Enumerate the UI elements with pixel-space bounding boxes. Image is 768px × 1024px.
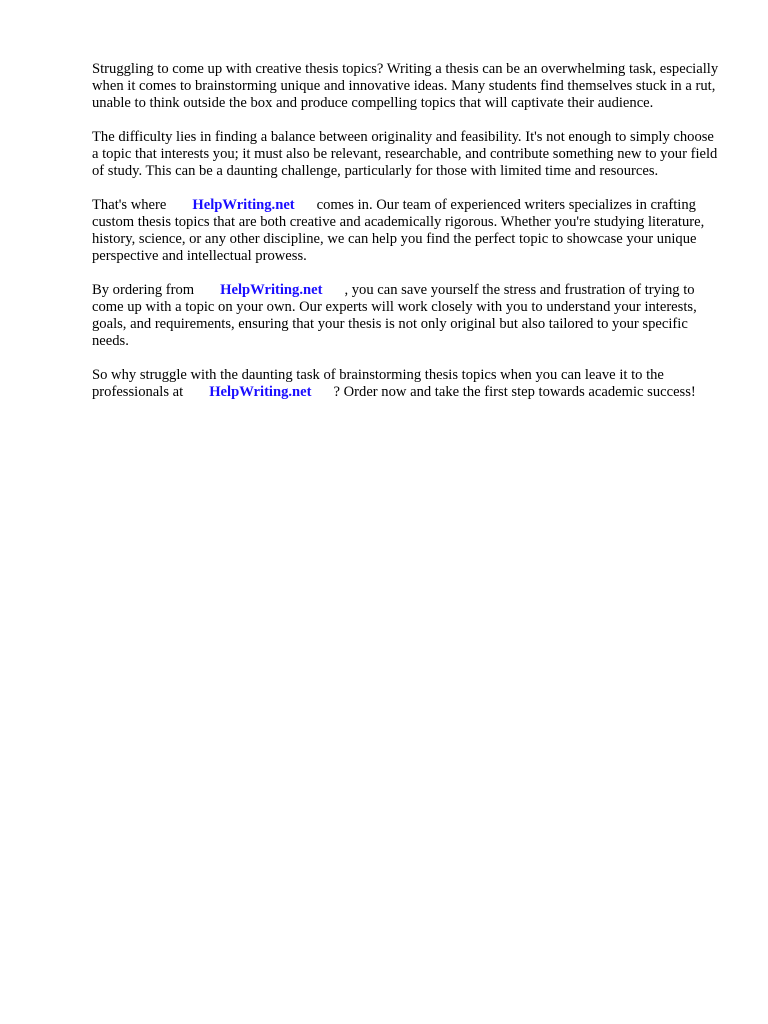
paragraph-by-ordering [92, 282, 722, 350]
paragraph-text-before-link: By ordering from [92, 282, 195, 298]
paragraph-text-after-link: ? Order now and take the first step towards academic success! [333, 384, 696, 400]
paragraph-intro [92, 61, 722, 112]
paragraph-text-before-link: So why struggle with the daunting task of brainstorming thesis topics when you can leave it to the professionals at [92, 367, 664, 400]
document-body [92, 61, 722, 418]
paragraph-text: Struggling to come up with creative thesis topics? Writing a thesis can be an overwhelming task, especially when it comes to brainstorming unique and innovative ideas. Many students find themselves stuck in a rut, unable to think outside the box and produce compelling topics that will captivate their audience. [92, 61, 719, 111]
paragraph-text: The difficulty lies in finding a balance between originality and feasibility. It's not enough to simply choose a topic that interests you; it must also be relevant, researchable, and contribute something new to your field of study. This can be a daunting challenge, particularly for those with limited time and resources. [92, 129, 718, 179]
helpwriting-link[interactable]: HelpWriting.net [220, 282, 323, 298]
paragraph-difficulty [92, 129, 722, 180]
paragraph-text-after-link: comes in. Our team of experienced writers specializes in crafting custom thesis topics that are both creative and academically rigorous. Whether you're studying literature, history, science, or any other discipline, we can help you find the perfect topic to showcase your unique perspective and intellectual prowess. [92, 197, 705, 264]
paragraph-text-before-link: That's where [92, 197, 167, 213]
helpwriting-link[interactable]: HelpWriting.net [192, 197, 295, 213]
helpwriting-link[interactable]: HelpWriting.net [209, 384, 312, 400]
paragraph-so-why [92, 367, 722, 401]
paragraph-text-after-link: , you can save yourself the stress and frustration of trying to come up with a topic on your own. Our experts will work closely with you to understand your interests, goals, and requirements, ensuring that your thesis is not only original but also tailored to your specific needs. [92, 282, 697, 349]
paragraph-thats-where [92, 197, 722, 265]
